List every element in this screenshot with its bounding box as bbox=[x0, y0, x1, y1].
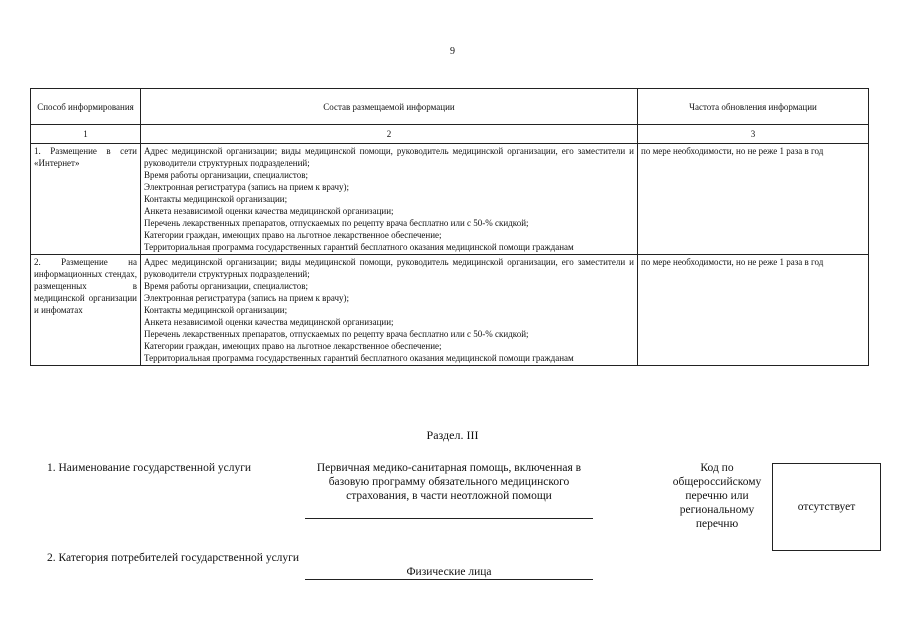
content-line: Анкета независимой оценки качества медицинской организации; bbox=[144, 317, 394, 327]
consumers-value: Физические лица bbox=[406, 566, 492, 578]
section-title: Раздел. III bbox=[426, 428, 479, 442]
column-number: 2 bbox=[141, 125, 638, 144]
table-header-row bbox=[31, 89, 869, 125]
column-number: 1 bbox=[31, 125, 141, 144]
content-line: Перечень лекарственных препаратов, отпускаемых по рецепту врача бесплатно или с 50-% скидкой; bbox=[144, 218, 529, 228]
service-name-value: Первичная медико-санитарная помощь, включенная в базовую программу обязательного медицинского страхования, в части неотложной помощи bbox=[316, 462, 582, 502]
content-line: Категории граждан, имеющих право на льготное лекарственное обеспечение; bbox=[144, 230, 442, 240]
consumers-label: 2. Категория потребителей государственной услуги bbox=[47, 552, 300, 564]
table-row bbox=[31, 255, 869, 366]
content-line: Контакты медицинской организации; bbox=[144, 194, 288, 204]
column-number-row bbox=[31, 125, 869, 144]
content-line: Адрес медицинской организации; виды медицинской помощи, руководитель медицинской организации, его заместители и руководители структурных подразделений; bbox=[144, 257, 634, 279]
content-line: Территориальная программа государственных гарантий бесплатного оказания медицинской помощи гражданам bbox=[144, 242, 574, 252]
content-line: Электронная регистратура (запись на прием к врачу); bbox=[144, 293, 350, 303]
consumers-underline bbox=[305, 579, 593, 580]
header-content: Состав размещаемой информации bbox=[141, 89, 638, 125]
column-number: 3 bbox=[638, 125, 869, 144]
frequency-cell: по мере необходимости, но не реже 1 раза в год bbox=[638, 144, 869, 255]
header-frequency: Частота обновления информации bbox=[638, 89, 869, 125]
code-value: отсутствует bbox=[797, 501, 856, 513]
content-line: Категории граждан, имеющих право на льготное лекарственное обеспечение; bbox=[144, 341, 442, 351]
code-label: Код по общероссийскому перечню или региональному перечню bbox=[672, 462, 762, 530]
frequency-cell: по мере необходимости, но не реже 1 раза в год bbox=[638, 255, 869, 366]
content-line: Время работы организации, специалистов; bbox=[144, 170, 308, 180]
content-line: Контакты медицинской организации; bbox=[144, 305, 288, 315]
content-line: Перечень лекарственных препаратов, отпускаемых по рецепту врача бесплатно или с 50-% скидкой; bbox=[144, 329, 529, 339]
header-method: Способ информирования bbox=[31, 89, 141, 125]
information-table bbox=[30, 88, 869, 366]
content-line: Территориальная программа государственных гарантий бесплатного оказания медицинской помощи гражданам bbox=[144, 353, 574, 363]
content-cell bbox=[141, 144, 638, 255]
page-number: 9 bbox=[450, 46, 455, 57]
service-name-label: 1. Наименование государственной услуги bbox=[47, 462, 252, 474]
content-line: Адрес медицинской организации; виды медицинской помощи, руководитель медицинской организации, его заместители и руководители структурных подразделений; bbox=[144, 146, 634, 168]
table-row bbox=[31, 144, 869, 255]
method-cell: 2. Размещение на информационных стендах, размещенных в медицинской организации и инфоматах bbox=[31, 255, 141, 366]
service-name-underline bbox=[305, 518, 593, 519]
content-line: Электронная регистратура (запись на прием к врачу); bbox=[144, 182, 350, 192]
method-cell: 1. Размещение в сети «Интернет» bbox=[31, 144, 141, 255]
code-box bbox=[772, 463, 881, 551]
content-line: Анкета независимой оценки качества медицинской организации; bbox=[144, 206, 394, 216]
content-cell bbox=[141, 255, 638, 366]
content-line: Время работы организации, специалистов; bbox=[144, 281, 308, 291]
